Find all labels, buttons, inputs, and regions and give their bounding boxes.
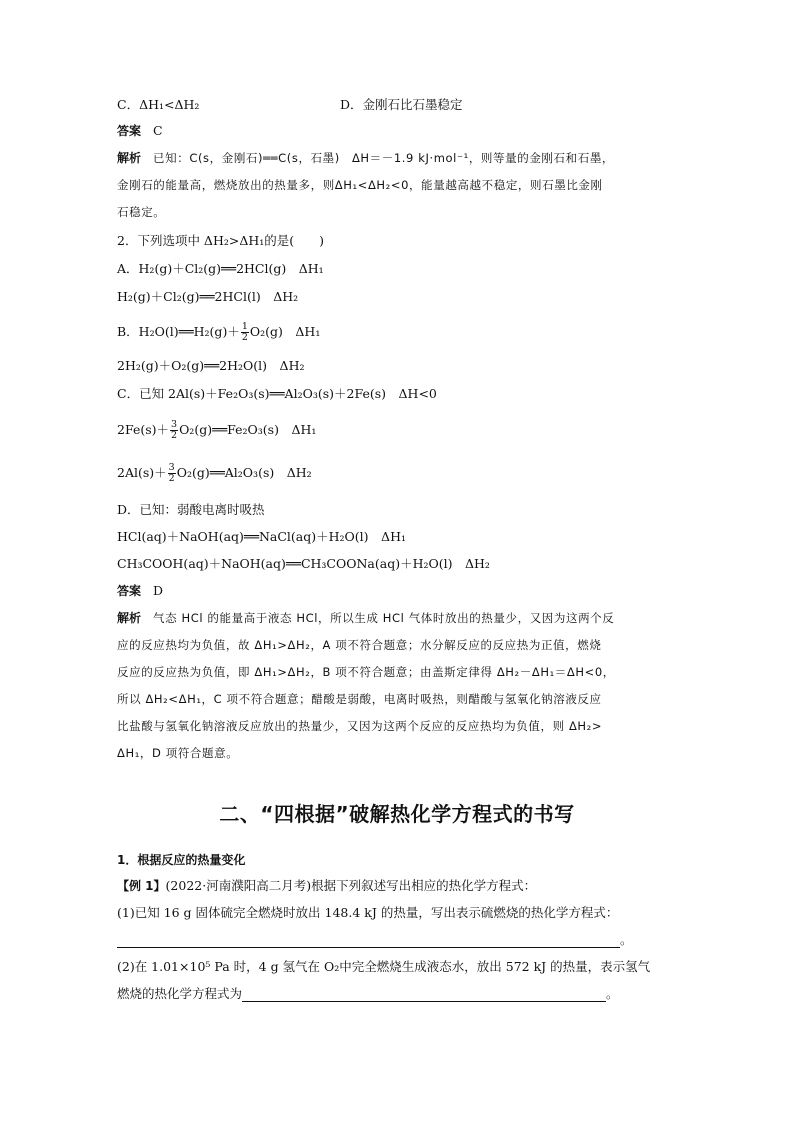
analysis-label: 解析	[117, 151, 142, 165]
q2-option-b-line-1: B．H₂O(l)══H₂(g)＋ $\frac{1}{2}$ O₂(g) ΔH₁	[117, 321, 321, 343]
q2-option-c-line-2: 2Fe(s)＋ $\frac{3}{2}$ O₂(g)══Fe₂O₃(s) ΔH₁	[117, 419, 317, 441]
q2-option-a-line-1: A．H₂(g)＋Cl₂(g)══2HCl(g) ΔH₁	[117, 261, 324, 276]
part-1-prompt: (1)已知 16 g 固体硫完全燃烧时放出 148.4 kJ 的热量，写出表示硫燃烧的热化学方程式：	[117, 905, 619, 920]
example-1-intro	[117, 878, 536, 894]
q2-option-a-line-2: H₂(g)＋Cl₂(g)══2HCl(l) ΔH₂	[117, 289, 299, 304]
answer-blank-2[interactable]	[242, 989, 606, 1002]
q2-option-b-line-2: 2H₂(g)＋O₂(g)══2H₂O(l) ΔH₂	[117, 358, 305, 373]
part-2-prompt-line-2: 燃烧的热化学方程式为 。	[117, 986, 619, 1001]
q2-option-d-line-2: HCl(aq)＋NaOH(aq)══NaCl(aq)＋H₂O(l) ΔH₁	[117, 529, 406, 544]
q2-analysis-line-2: 应的反应热均为负值，故 ΔH₁>ΔH₂，A 项不符合题意；水分解反应的反应热为正值，燃烧	[117, 638, 602, 652]
fraction-three-halves: $\frac{3}{2}$	[168, 462, 175, 484]
q1-answer	[117, 123, 163, 139]
q2-option-d-line-3: CH₃COOH(aq)＋NaOH(aq)══CH₃COONa(aq)＋H₂O(l) ΔH₂	[117, 556, 490, 571]
q2-stem: 2．下列选项中 ΔH₂>ΔH₁的是( )	[117, 233, 325, 248]
q1-option-c: ΔH₁<ΔH₂	[139, 97, 200, 112]
example-text: (2022·河南濮阳高二月考)根据下列叙述写出相应的热化学方程式：	[165, 878, 537, 893]
q2-analysis-line-4: 所以 ΔH₂<ΔH₁，C 项不符合题意；醋酸是弱酸，电离时吸热，则醋酸与氢氧化钠溶液反应	[117, 692, 602, 706]
q2-option-c-line-3: 2Al(s)＋ $\frac{3}{2}$ O₂(g)══Al₂O₃(s) ΔH₂	[117, 462, 312, 484]
q2-analysis-line-5: 比盐酸与氢氧化钠溶液反应放出的热量少，又因为这两个反应的反应热均为负值，则 ΔH₂>	[117, 719, 603, 733]
q2-analysis-line-1: 解析 气态 HCl 的能量高于液态 HCl，所以生成 HCl 气体时放出的热量少，又因为这两个反	[117, 611, 615, 625]
q1-analysis-line-3: 石稳定。	[117, 205, 166, 219]
fraction-three-halves: $\frac{3}{2}$	[171, 419, 178, 441]
q1-option-c-row	[117, 97, 199, 113]
fraction-one-half: $\frac{1}{2}$	[241, 321, 248, 343]
answer-blank-1[interactable]	[117, 935, 620, 948]
example-label: 【例 1】	[117, 879, 166, 893]
answer-value: C	[153, 123, 163, 138]
answer-value: D	[153, 583, 164, 598]
q1-analysis-line-2: 金刚石的能量高，燃烧放出的热量多，则ΔH₁<ΔH₂<0，能量越高越不稳定，则石墨比金刚	[117, 178, 603, 192]
q1-analysis-line-1: 解析 已知：C(s，金刚石)══C(s，石墨) ΔH＝－1.9 kJ·mol⁻¹，则等量的金刚石和石墨，	[117, 151, 615, 165]
q2-analysis-line-3: 反应的反应热为负值，即 ΔH₁>ΔH₂，B 项不符合题意；由盖斯定律得 ΔH₂－ΔH₁＝ΔH<0，	[117, 665, 615, 679]
q1-option-d: D．金刚石比石墨稳定	[340, 97, 463, 112]
analysis-label: 解析	[117, 611, 142, 625]
q1-option-c-label: C．	[117, 97, 140, 112]
subsection-title: 1．根据反应的热量变化	[117, 853, 246, 867]
q2-answer	[117, 583, 163, 599]
q2-analysis-line-6: ΔH₁，D 项符合题意。	[117, 746, 239, 760]
part-1-answer-row: 。	[117, 932, 633, 948]
q2-option-d-line-1: D．已知：弱酸电离时吸热	[117, 502, 265, 517]
answer-label: 答案	[117, 124, 142, 138]
section-heading: 二、“四根据”破解热化学方程式的书写	[219, 802, 575, 826]
part-2-prompt-line-1: (2)在 1.01×10⁵ Pa 时，4 g 氢气在 O₂中完全燃烧生成液态水，放出 572 kJ 的热量，表示氢气	[117, 959, 651, 974]
q2-option-c-line-1: C．已知 2Al(s)＋Fe₂O₃(s)══Al₂O₃(s)＋2Fe(s) ΔH<0	[117, 386, 437, 401]
answer-label: 答案	[117, 584, 142, 598]
